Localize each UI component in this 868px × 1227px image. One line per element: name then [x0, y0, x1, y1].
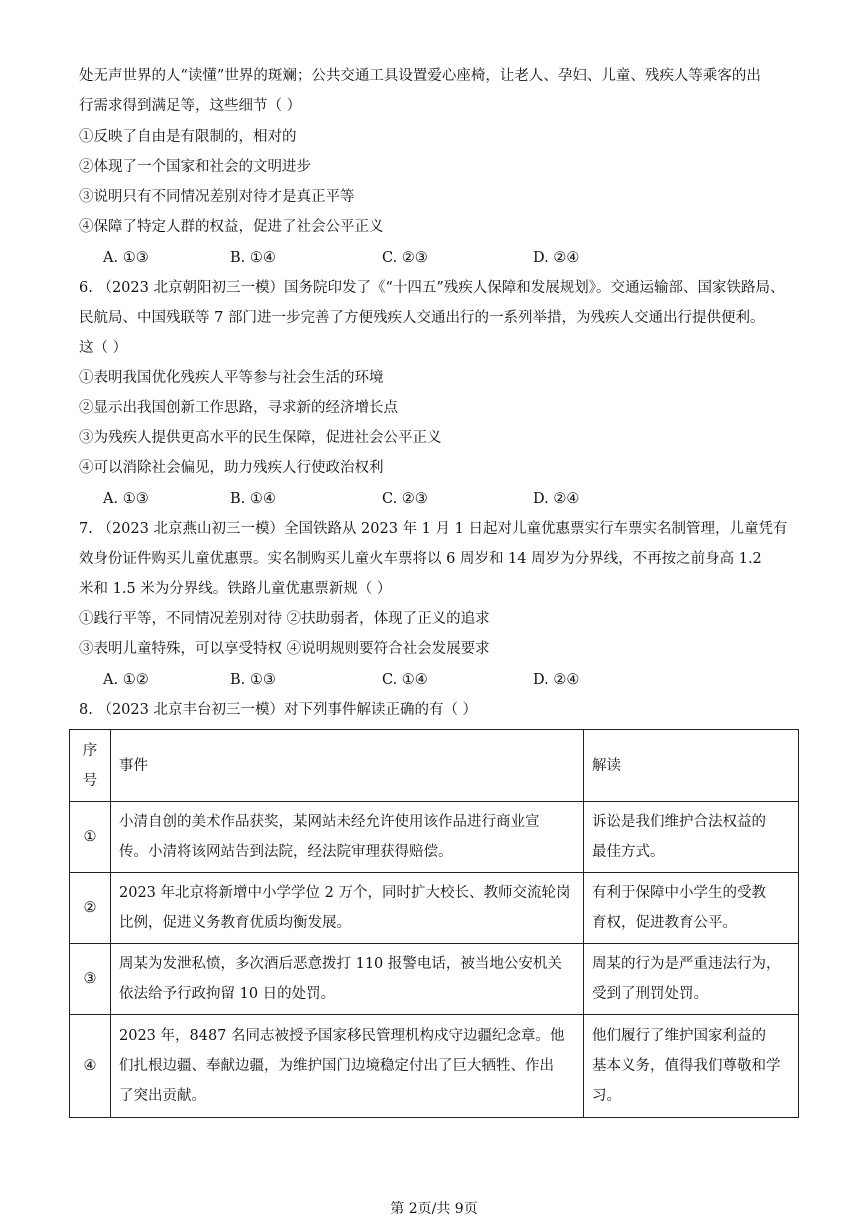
q6-option-b: B. ①④: [230, 491, 276, 507]
row-num: ①: [70, 802, 111, 873]
q5-statement-3: ③说明只有不同情况差别对待才是真正平等: [79, 189, 355, 205]
q7-stem-line-3: 米和 1.5 米为分界线。铁路儿童优惠票新规（ ）: [79, 581, 392, 597]
table-row: [70, 802, 799, 873]
row-event: [111, 1015, 584, 1118]
row-event: [111, 944, 584, 1015]
q7-stem-line-1: 7. （2023 北京燕山初三一模）全国铁路从 2023 年 1 月 1 日起对儿童优惠票实行车票实名制管理，儿童凭有: [79, 521, 788, 537]
interpretation-line: 他们履行了维护国家利益的: [592, 1028, 766, 1044]
table-row: [70, 873, 799, 944]
q5-option-c: C. ②③: [382, 250, 428, 266]
event-line: 周某为发泄私愤，多次酒后恶意拨打 110 报警电话，被当地公安机关: [119, 956, 562, 972]
header-event: 事件: [111, 730, 584, 802]
q7-option-b: B. ①③: [230, 672, 276, 688]
interpretation-line: 最佳方式。: [592, 844, 665, 860]
event-line: 2023 年北京将新增中小学学位 2 万个，同时扩大校长、教师交流轮岗: [119, 885, 571, 901]
row-event: [111, 873, 584, 944]
q7-option-c: C. ①④: [382, 672, 428, 688]
interpretation-line: 有利于保障中小学生的受教: [592, 885, 766, 901]
row-num: ③: [70, 944, 111, 1015]
q5-option-d: D. ②④: [533, 250, 580, 266]
table-header-row: [70, 730, 799, 802]
interpretation-line: 周某的行为是严重违法行为，: [592, 956, 781, 972]
q6-statement-4: ④可以消除社会偏见，助力残疾人行使政治权利: [79, 460, 384, 476]
q8-table: [69, 729, 799, 1118]
row-num: ②: [70, 873, 111, 944]
event-line: 依法给予行政拘留 10 日的处罚。: [119, 986, 336, 1002]
q6-stem-line-1: 6. （2023 北京朝阳初三一模）国务院印发了《“十四五”残疾人保障和发展规划》。交通运输部、国家铁路局、: [79, 280, 785, 296]
interpretation-line: 诉讼是我们维护合法权益的: [592, 814, 766, 830]
q5-stem-line-1: 处无声世界的人“读懂”世界的斑斓；公共交通工具设置爱心座椅，让老人、孕妇、儿童、残疾人等乘客的出: [79, 68, 761, 84]
q5-option-b: B. ①④: [230, 250, 276, 266]
event-line: 们扎根边疆、奉献边疆，为维护国门边境稳定付出了巨大牺牲、作出: [119, 1058, 554, 1074]
interpretation-line: 习。: [592, 1088, 621, 1104]
table-row: [70, 1015, 799, 1118]
q6-statement-2: ②显示出我国创新工作思路，寻求新的经济增长点: [79, 400, 398, 416]
q7-stem-line-2: 效身份证件购买儿童优惠票。实名制购买儿童火车票将以 6 周岁和 14 周岁为分界线，不再按之前身高 1.2: [79, 551, 762, 567]
interpretation-line: 受到了刑罚处罚。: [592, 986, 708, 1002]
q5-stem-line-2: 行需求得到满足等，这些细节（ ）: [79, 98, 302, 114]
q6-option-a: A. ①③: [103, 491, 149, 507]
q6-stem-line-3: 这（ ）: [79, 340, 128, 356]
header-interpretation: 解读: [584, 730, 799, 802]
q6-option-d: D. ②④: [533, 491, 580, 507]
event-line: 比例，促进义务教育优质均衡发展。: [119, 915, 351, 931]
q6-option-c: C. ②③: [382, 491, 428, 507]
event-line: 2023 年，8487 名同志被授予国家移民管理机构戍守边疆纪念章。他: [119, 1028, 565, 1044]
q5-statement-4: ④保障了特定人群的权益，促进了社会公平正义: [79, 219, 384, 235]
q7-option-d: D. ②④: [533, 672, 580, 688]
q6-statement-1: ①表明我国优化残疾人平等参与社会生活的环境: [79, 370, 384, 386]
row-interpretation: [584, 1015, 799, 1118]
q7-statement-1: ①践行平等，不同情况差别对待 ②扶助弱者，体现了正义的追求: [79, 611, 490, 627]
interpretation-line: 育权，促进教育公平。: [592, 915, 737, 931]
row-event: [111, 802, 584, 873]
row-interpretation: [584, 873, 799, 944]
header-num-line-1: 序: [82, 742, 98, 759]
q7-statement-2: ③表明儿童特殊，可以享受特权 ④说明规则要符合社会发展要求: [79, 641, 490, 657]
row-interpretation: [584, 802, 799, 873]
q6-statement-3: ③为残疾人提供更高水平的民生保障，促进社会公平正义: [79, 430, 442, 446]
q7-option-a: A. ①②: [103, 672, 149, 688]
q8-stem: 8. （2023 北京丰台初三一模）对下列事件解读正确的有（ ）: [79, 702, 478, 718]
event-line: 了突出贡献。: [119, 1088, 206, 1104]
event-line: 小清自创的美术作品获奖，某网站未经允许使用该作品进行商业宣: [119, 814, 540, 830]
q5-statement-1: ①反映了自由是有限制的，相对的: [79, 129, 297, 145]
row-num: ④: [70, 1015, 111, 1118]
interpretation-line: 基本义务，值得我们尊敬和学: [592, 1058, 781, 1074]
q5-option-a: A. ①③: [103, 250, 149, 266]
header-num-line-2: 号: [82, 772, 98, 789]
page-footer: 第 2页/共 9页: [390, 1201, 478, 1217]
table-row: [70, 944, 799, 1015]
row-interpretation: [584, 944, 799, 1015]
q5-statement-2: ②体现了一个国家和社会的文明进步: [79, 159, 311, 175]
event-line: 传。小清将该网站告到法院，经法院审理获得赔偿。: [119, 844, 453, 860]
q6-stem-line-2: 民航局、中国残联等 7 部门进一步完善了方便残疾人交通出行的一系列举措，为残疾人交通出行提供便利。: [79, 310, 765, 326]
header-num: [70, 730, 111, 802]
